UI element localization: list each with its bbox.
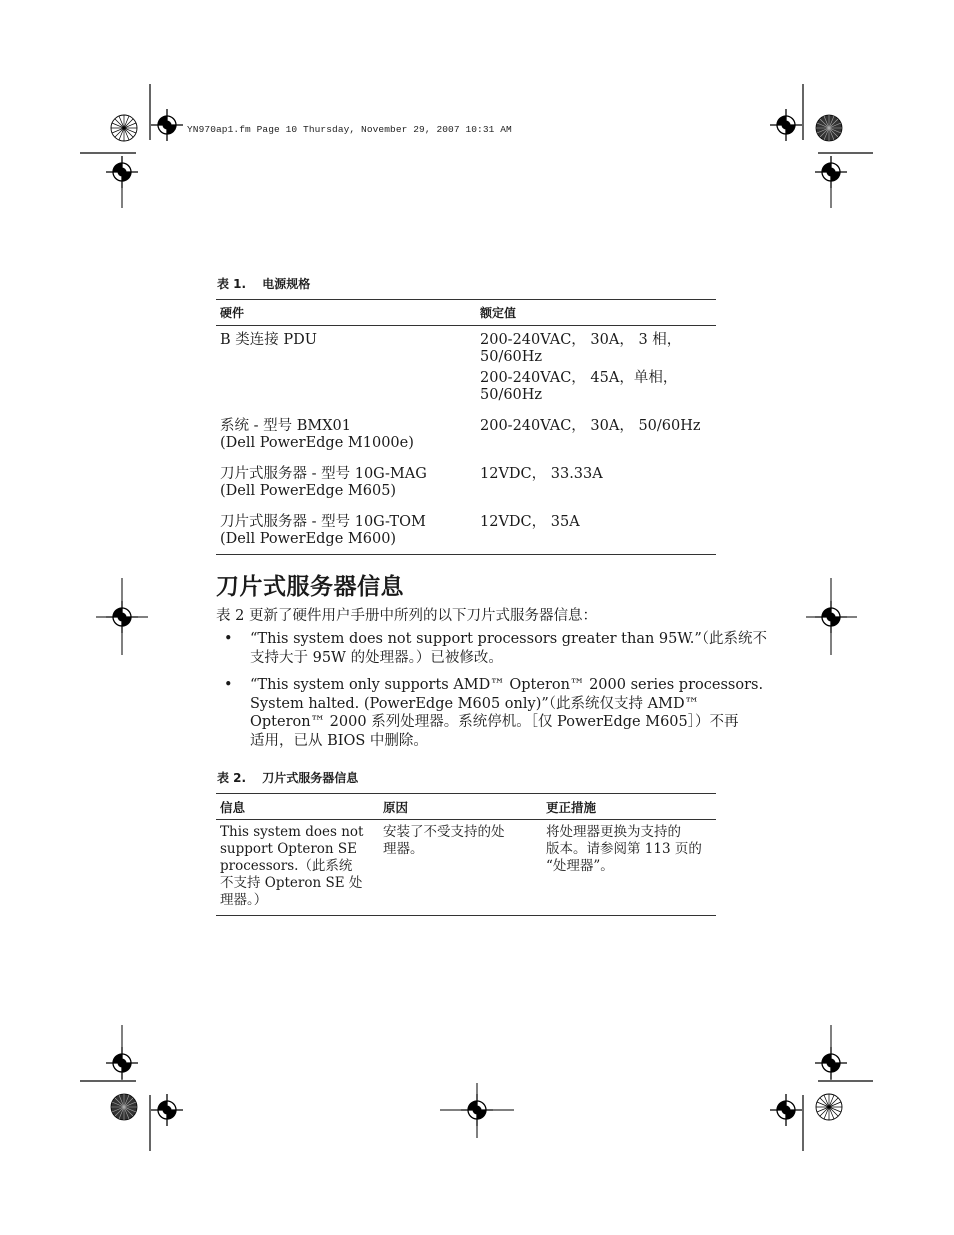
rating-cell-extra [480, 370, 712, 404]
message-line: This system does not [220, 824, 364, 840]
message-line: 不支持 Opteron SE 处 [220, 875, 363, 891]
column-header-action: 更正措施 [542, 794, 716, 820]
action-cell [542, 820, 716, 916]
cause-line: 安装了不受支持的处 [383, 824, 505, 840]
table2-caption [217, 769, 358, 786]
bullet-line: “This system only supports AMD™ Opteron™ 2000 series processors. [250, 677, 764, 693]
action-line: 版本。请参阅第 113 页的 [546, 841, 702, 857]
column-header-rating: 额定值 [476, 300, 716, 326]
table1-caption-number: 表 1. [217, 277, 247, 291]
power-spec-table [216, 299, 716, 555]
message-line: 理器。） [220, 892, 268, 908]
table-header-row [216, 300, 716, 326]
list-item [216, 676, 764, 750]
bullet-icon: • [224, 631, 233, 647]
bullet-line: 适用，已从 BIOS 中删除。 [250, 732, 428, 749]
hardware-cell: (Dell PowerEdge M1000e) [220, 435, 414, 451]
rating-cell: 200-240VAC， 30A， 3 相， [480, 332, 682, 348]
blade-info-table [216, 793, 716, 916]
action-line: “处理器”。 [546, 858, 614, 874]
rating-cell: 50/60Hz [480, 349, 543, 365]
table2-caption-title: 刀片式服务器信息 [262, 771, 359, 785]
hardware-cell: 刀片式服务器 - 型号 10G-MAG [220, 466, 427, 482]
hardware-cell: (Dell PowerEdge M600) [220, 531, 397, 547]
rating-cell: 50/60Hz [480, 387, 543, 403]
action-line: 将处理器更换为支持的 [546, 824, 681, 840]
bullet-line: 支持大于 95W 的处理器。）已被修改。 [250, 649, 503, 666]
message-line: support Opteron SE [220, 841, 357, 857]
bullet-line: System halted. (PowerEdge M605 only)”（此系统仅支持 AMD™ [250, 695, 700, 712]
bullet-line: “This system does not support processors greater than 95W.”（此系统不 [250, 631, 768, 647]
column-header-message: 信息 [216, 794, 379, 820]
bullet-list [216, 630, 768, 759]
table1-caption-title: 电源规格 [262, 277, 311, 291]
hardware-cell: (Dell PowerEdge M605) [220, 483, 397, 499]
table-row [216, 455, 716, 503]
hardware-cell: 刀片式服务器 - 型号 10G-TOM [220, 514, 426, 530]
rating-cell: 12VDC， 33.33A [480, 466, 603, 482]
column-header-hardware: 硬件 [216, 300, 476, 326]
bullet-line: Opteron™ 2000 系列处理器。系统停机。［仅 PowerEdge M605］）不再 [250, 714, 739, 730]
message-line: processors.（此系统 [220, 858, 353, 874]
cause-line: 理器。 [383, 841, 424, 857]
message-cell [216, 820, 379, 916]
column-header-cause: 原因 [379, 794, 542, 820]
section-heading: 刀片式服务器信息 [216, 574, 404, 600]
intro-paragraph: 表 2 更新了硬件用户手册中所列的以下刀片式服务器信息： [216, 608, 597, 624]
hardware-cell: 系统 - 型号 BMX01 [220, 418, 352, 434]
file-header: YN970ap1.fm Page 10 Thursday, November 29, 2007 10:31 AM [187, 124, 512, 135]
table1-caption [217, 275, 310, 292]
table-row [216, 503, 716, 555]
bullet-icon: • [224, 677, 233, 693]
cause-cell [379, 820, 542, 916]
table-row [216, 326, 716, 408]
table2-caption-number: 表 2. [217, 771, 247, 785]
rating-cell: 200-240VAC， 30A， 50/60Hz [480, 418, 701, 434]
table-row [216, 820, 716, 916]
table-header-row [216, 794, 716, 820]
rating-cell: 12VDC， 35A [480, 514, 580, 530]
rating-cell: 200-240VAC， 45A，单相， [480, 370, 678, 386]
list-item [216, 630, 768, 667]
hardware-cell: B 类连接 PDU [220, 332, 317, 348]
table-row [216, 407, 716, 455]
